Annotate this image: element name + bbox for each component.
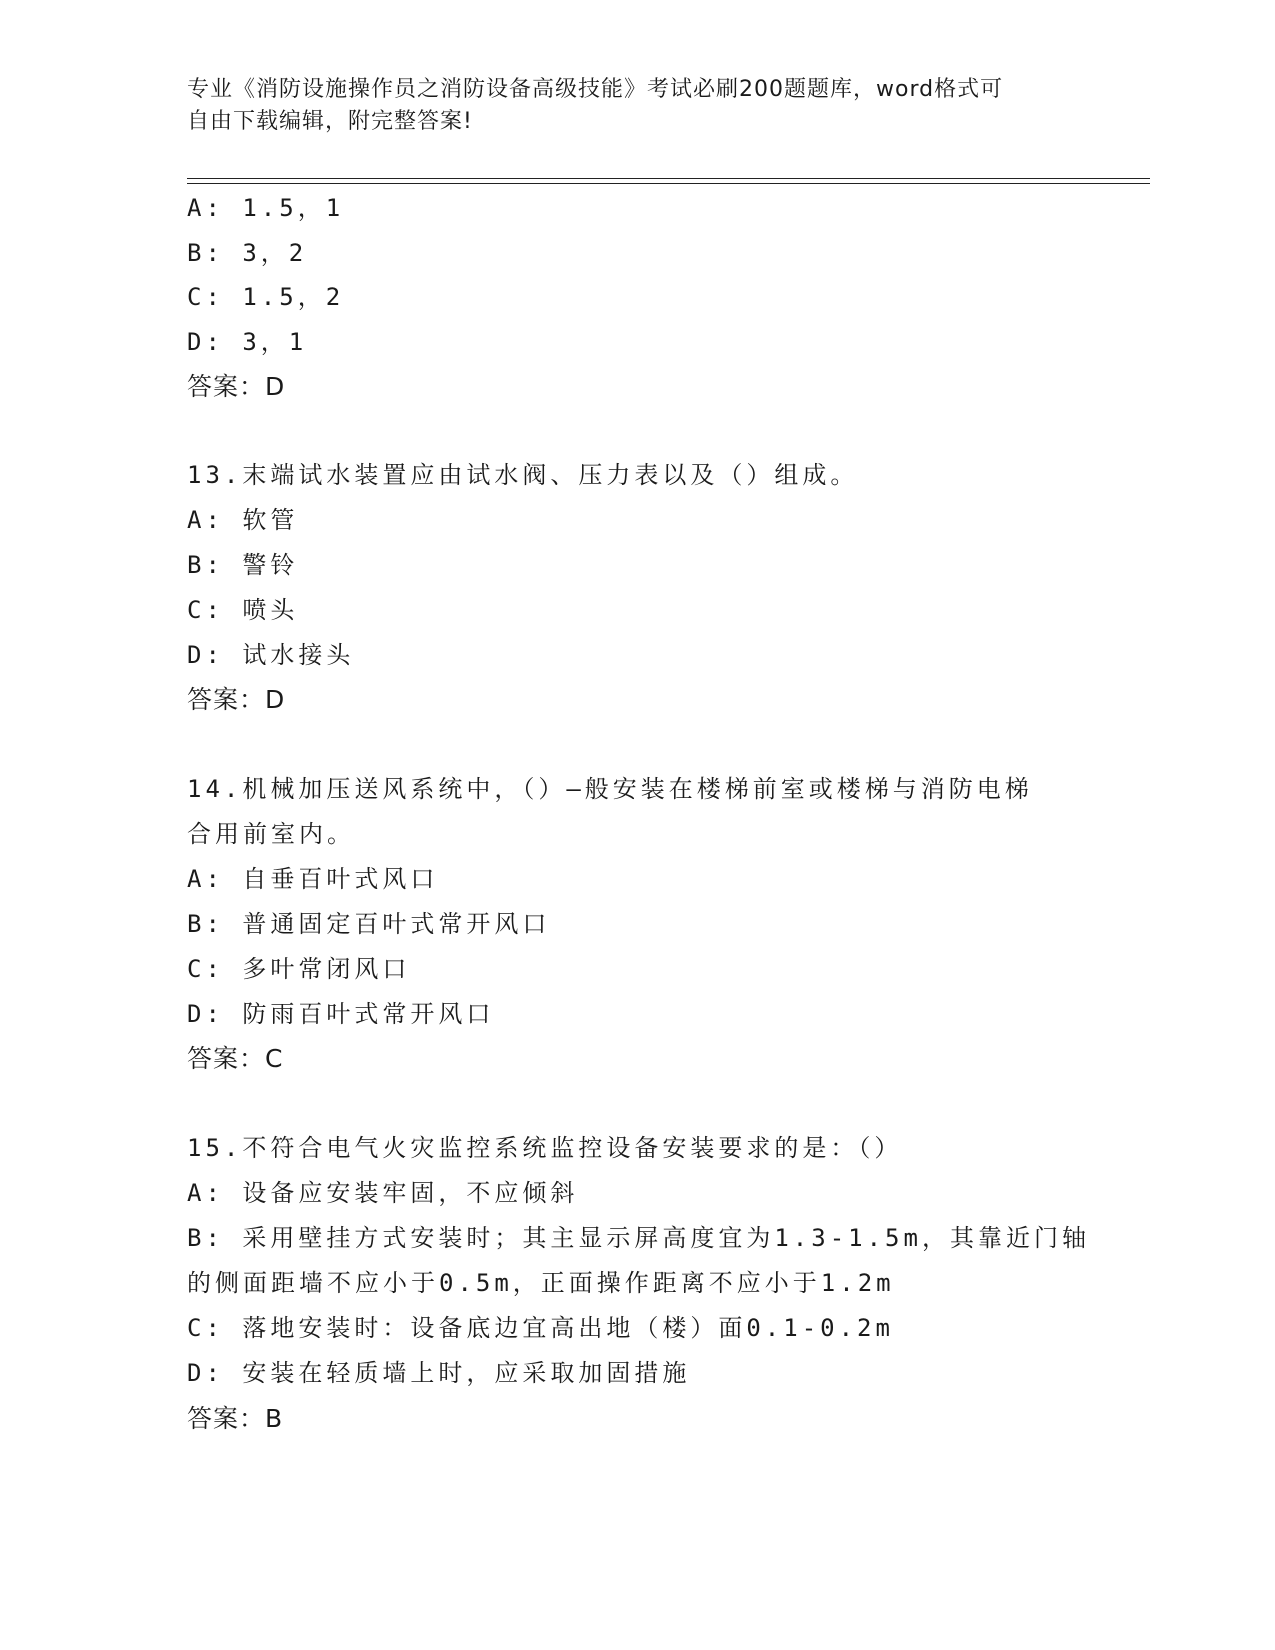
option-line: A: 自垂百叶式风口 — [187, 865, 439, 893]
option-line: C: 落地安装时：设备底边宜高出地（楼）面0.1-0.2m — [187, 1314, 894, 1342]
answer-line: 答案：C — [187, 1044, 284, 1073]
option-line: C: 多叶常闭风口 — [187, 955, 411, 983]
header-line-2: 自由下载编辑，附完整答案! — [187, 109, 473, 134]
option-line: A: 软管 — [187, 506, 299, 534]
answer-line: 答案：D — [187, 685, 286, 714]
question-line: 13.末端试水装置应由试水阀、压力表以及（）组成。 — [187, 461, 859, 489]
option-line: A: 设备应安装牢固，不应倾斜 — [187, 1179, 579, 1207]
option-line: 的侧面距墙不应小于0.5m，正面操作距离不应小于1.2m — [187, 1269, 895, 1297]
option-line: B: 普通固定百叶式常开风口 — [187, 910, 551, 938]
question-line: 合用前室内。 — [187, 820, 355, 848]
option-line: D: 试水接头 — [187, 641, 355, 669]
option-line: B: 3，2 — [187, 239, 308, 267]
answer-line: 答案：B — [187, 1404, 284, 1433]
option-line: B: 警铃 — [187, 551, 299, 579]
option-line: C: 喷头 — [187, 596, 299, 624]
header-line-1: 专业《消防设施操作员之消防设备高级技能》考试必刷200题题库，word格式可 — [187, 77, 1004, 102]
question-line: 15.不符合电气火灾监控系统监控设备安装要求的是：（） — [187, 1134, 903, 1162]
header-rule-top — [187, 178, 1150, 179]
option-line: D: 安装在轻质墙上时，应采取加固措施 — [187, 1359, 691, 1387]
document-header — [187, 74, 1067, 138]
header-rule-bottom — [187, 183, 1150, 184]
option-line: D: 3，1 — [187, 328, 308, 356]
option-line: B: 采用壁挂方式安装时；其主显示屏高度宜为1.3-1.5m，其靠近门轴 — [187, 1224, 1090, 1252]
option-line: C: 1.5，2 — [187, 283, 345, 311]
option-line: D: 防雨百叶式常开风口 — [187, 1000, 495, 1028]
answer-line: 答案：D — [187, 372, 286, 401]
option-line: A: 1.5，1 — [187, 194, 345, 222]
question-line: 14.机械加压送风系统中，（）—般安装在楼梯前室或楼梯与消防电梯 — [187, 775, 1033, 803]
